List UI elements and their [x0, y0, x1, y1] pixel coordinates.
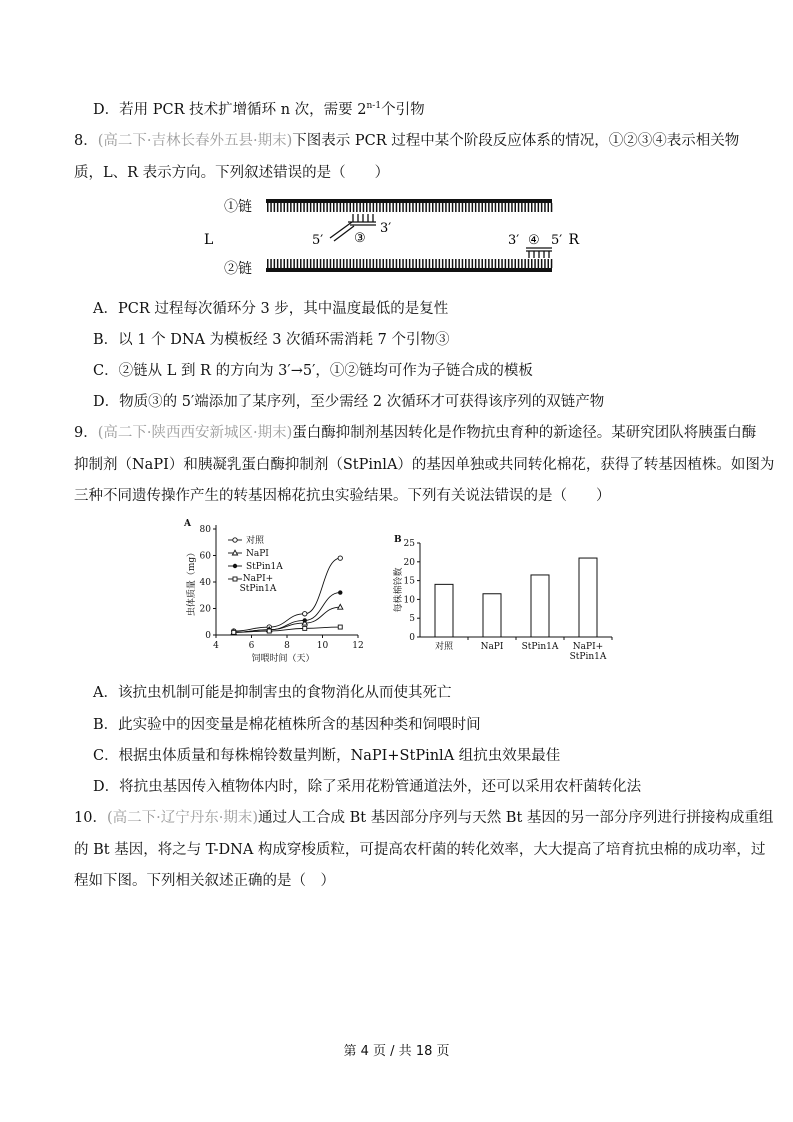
chart-b-bar-2: [531, 575, 549, 637]
chart-a-point-3: [338, 625, 342, 629]
chart-b-y-tick-label: 0: [409, 633, 415, 643]
chart-a-legend-marker-2: [233, 564, 237, 568]
chart-a-series-line-1: [234, 607, 341, 632]
chart-b-y-tick-label: 25: [403, 539, 415, 549]
primer3-label: ③: [354, 231, 366, 246]
chart-a-legend-marker-3: [233, 577, 237, 581]
q7-option-d-exponent: n-1: [366, 101, 382, 112]
chart-a-point-0: [338, 556, 342, 560]
primer-3: [330, 214, 376, 241]
chart-a-y-axis-label: 虫体质量（mg）: [187, 547, 197, 617]
chart-a-point-3: [232, 630, 236, 634]
q10-stem-line3: 程如下图。下列相关叙述正确的是（ ）: [74, 873, 335, 889]
pcr-diagram: [190, 192, 579, 282]
chart-a-y-tick-label: 40: [199, 578, 211, 588]
q9-stem-line3: 三种不同遗传操作产生的转基因棉花抗虫实验结果。下列有关说法错误的是（ ）: [74, 488, 611, 504]
chart-a-point-3: [303, 626, 307, 630]
chart-a-panel-label: A: [184, 519, 191, 529]
primer-4: [526, 248, 552, 258]
chart-a-point-1: [338, 604, 343, 609]
chart-b-category-label-2: StPin1A: [521, 642, 559, 652]
chart-a-legend-marker-0: [233, 538, 237, 542]
chart-a-y-tick-label: 80: [199, 525, 211, 535]
chart-b-bolls-per-plant: [390, 532, 620, 672]
chain2-label: ②链: [224, 261, 252, 277]
left-direction-label: L: [204, 232, 214, 248]
chart-b-panel-label: B: [394, 535, 402, 545]
q7-option-d: [93, 100, 425, 120]
q7-option-d-text: D．若用 PCR 技术扩增循环 n 次，需要 2: [93, 102, 367, 118]
q8-option-b: B．以 1 个 DNA 为模板经 3 次循环需消耗 7 个引物③: [93, 332, 450, 348]
chart-a-x-axis-label: 饲喂时间（天）: [251, 654, 315, 664]
chart-a-point-0: [303, 612, 307, 616]
chart-a-point-2: [338, 590, 342, 594]
q9-source: (高二下·陕西西安新城区·期末): [97, 425, 293, 441]
chart-b-y-axis-label: 每株棉铃数: [394, 567, 404, 613]
chart-b-bar-3: [579, 558, 597, 637]
primer4-label: ④: [528, 233, 540, 248]
chart-b-bar-0: [435, 584, 453, 637]
chart-a-x-tick-label: 4: [213, 641, 219, 651]
chart-a-y-tick-label: 20: [199, 604, 211, 615]
chart-b-category-label-1: NaPI: [480, 642, 504, 652]
chart-b-y-tick-label: 5: [409, 614, 415, 625]
chart-a-x-tick-label: 6: [248, 641, 255, 651]
q8-number: 8．: [74, 133, 98, 149]
q9-stem-text: 蛋白酶抑制剂基因转化是作物抗虫育种的新途径。某研究团队将胰蛋白酶: [292, 425, 757, 441]
q9-option-c: C．根据虫体质量和每株棉铃数量判断，NaPI+StPinlA 组抗虫效果最佳: [93, 748, 561, 764]
primer3-5prime: 5′: [312, 233, 324, 248]
q10-source: (高二下·辽宁丹东·期末): [106, 810, 258, 826]
chain1-label: ①链: [224, 199, 252, 215]
chart-a-y-tick-label: 60: [199, 551, 211, 562]
q8-source: (高二下·吉林长春外五县·期末): [97, 133, 293, 149]
chart-a-point-3: [267, 629, 271, 633]
chart-a-legend-label-1: NaPI: [246, 549, 269, 559]
q10-stem-text: 通过人工合成 Bt 基因部分序列与天然 Bt 基因的另一部分序列进行拼接构成重组: [258, 810, 774, 826]
q9-number: 9．: [74, 425, 98, 441]
q8-stem-line1: [74, 131, 739, 151]
primer3-3prime: 3′: [380, 221, 392, 236]
chart-b-bar-1: [483, 594, 501, 637]
q10-stem-line1: [74, 808, 773, 828]
chain2-strand: [266, 259, 552, 272]
q7-option-d-tail: 个引物: [381, 102, 425, 118]
chart-a-x-tick-label: 8: [284, 641, 290, 651]
chart-b-category-label-0: 对照: [434, 642, 454, 652]
chart-b-y-tick-label: 20: [403, 557, 415, 568]
chart-a-legend-label-2: StPin1A: [246, 562, 283, 572]
primer4-3prime: 3′: [508, 233, 520, 248]
chart-b-category-label-3: NaPI+: [572, 642, 604, 652]
chart-a-insect-mass: [180, 518, 370, 668]
q9-stem-line1: [74, 423, 756, 443]
q8-stem-text: 下图表示 PCR 过程中某个阶段反应体系的情况，①②③④表示相关物: [292, 133, 740, 149]
q8-stem-line2: 质，L、R 表示方向。下列叙述错误的是（ ）: [74, 165, 390, 181]
chart-a-point-2: [303, 618, 307, 622]
chart-a-legend-label-3: NaPI+: [242, 574, 274, 584]
chart-b-y-tick-label: 10: [403, 595, 415, 606]
chart-a-legend-label-0: 对照: [246, 536, 265, 546]
right-direction-label: R: [568, 232, 579, 248]
chart-b-category-label-3-line2: StPin1A: [569, 652, 607, 662]
q8-option-c: C．②链从 L 到 R 的方向为 3′→5′，①②链均可作为子链合成的模板: [93, 363, 533, 379]
q9-option-d: D．将抗虫基因传入植物体内时，除了采用花粉管通道法外，还可以采用农杆菌转化法: [93, 779, 642, 795]
chart-a-x-tick-label: 12: [352, 641, 364, 651]
chart-b-y-tick-label: 15: [403, 576, 415, 587]
q8-option-a: A．PCR 过程每次循环分 3 步，其中温度最低的是复性: [93, 301, 449, 317]
chart-a-y-tick-label: 0: [205, 631, 211, 641]
chart-a-legend-label-3-line2: StPin1A: [239, 584, 277, 594]
q9-stem-line2: 抑制剂（NaPI）和胰凝乳蛋白酶抑制剂（StPinlA）的基因单独或共同转化棉花，获得了转基因植株。如图为: [74, 457, 775, 473]
q9-option-a: A．该抗虫机制可能是抑制害虫的食物消化从而使其死亡: [93, 685, 452, 701]
chain1-strand: [266, 199, 552, 212]
q8-option-d: D．物质③的 5′端添加了某序列，至少需经 2 次循环才可获得该序列的双链产物: [93, 394, 605, 410]
primer4-5prime: 5′: [551, 233, 563, 248]
q10-stem-line2: 的 Bt 基因，将之与 T-DNA 构成穿梭质粒，可提高农杆菌的转化效率，大大提高了培育抗虫棉的成功率，过: [74, 842, 766, 858]
q10-number: 10．: [74, 810, 107, 826]
q9-option-b: B．此实验中的因变量是棉花植株所含的基因种类和饲喂时间: [93, 717, 481, 733]
page-number: 第 4 页 / 共 18 页: [343, 1044, 450, 1059]
chart-a-x-tick-label: 10: [316, 641, 329, 651]
